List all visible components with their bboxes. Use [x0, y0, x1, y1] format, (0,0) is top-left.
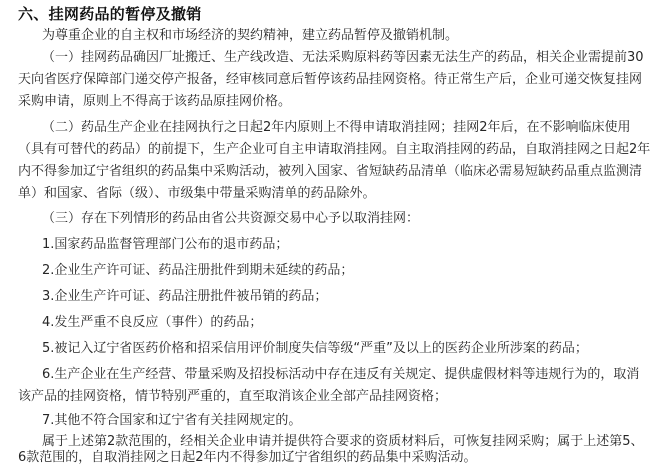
clause-1-line-1: （一）挂网药品确因厂址搬迁、生产线改造、无法采购原料药等因素无法生产的药品，相关企业需提前30	[42, 50, 644, 65]
clause-1-line-2: 天向省医疗保障部门递交停产报备，经审核同意后暂停该药品挂网资格。待正常生产后，企业可递交恢复挂网	[18, 72, 643, 87]
list-item-7: 7.其他不符合国家和辽宁省有关挂网规定的。	[42, 413, 302, 428]
list-item-3: 3.企业生产许可证、药品注册批件被吊销的药品；	[42, 289, 328, 304]
closing-line-2: 6款范围的，自取消挂网之日起2年内不得参加辽宁省组织的药品集中采购活动。	[18, 450, 477, 465]
list-item-2: 2.企业生产许可证、药品注册批件到期未延续的药品；	[42, 263, 354, 278]
list-item-4: 4.发生严重不良反应（事件）的药品；	[42, 315, 263, 330]
list-item-5: 5.被记入辽宁省医药价格和招采信用评价制度失信等级“严重”及以上的医药企业所涉案的药品；	[42, 341, 588, 356]
clause-1-line-3: 采购申请，原则上不得高于该药品原挂网价格。	[18, 94, 292, 109]
clause-2-line-3: 内不得参加辽宁省组织的药品集中采购活动，被列入国家、省短缺药品清单（临床必需易短缺药品重点监测清	[18, 164, 643, 179]
list-item-1: 1.国家药品监督管理部门公布的退市药品；	[42, 237, 289, 252]
list-item-6-line-1: 6.生产企业在生产经营、带量采购及招投标活动中存在违反有关规定、提供虚假材料等违规行为的，取消	[42, 367, 640, 382]
intro-paragraph: 为尊重企业的自主权和市场经济的契约精神，建立药品暂停及撤销机制。	[42, 28, 459, 43]
clause-2-line-4: 单）和国家、省际（级）、市级集中带量采购清单的药品除外。	[18, 186, 376, 201]
clause-3-intro: （三）存在下列情形的药品由省公共资源交易中心予以取消挂网：	[42, 211, 420, 226]
section-heading: 六、挂网药品的暂停及撤销	[18, 5, 202, 23]
list-item-6-line-2: 该产品的挂网资格，情节特别严重的，直至取消该企业全部产品挂网资格；	[18, 389, 448, 404]
closing-line-1: 属于上述第2款范围的，经相关企业申请并提供符合要求的资质材料后，可恢复挂网采购；属于上述第5、	[42, 434, 644, 449]
clause-2-line-1: （二）药品生产企业在挂网执行之日起2年内原则上不得申请取消挂网；挂网2年后，在不影响临床使用	[42, 120, 631, 135]
clause-2-line-2: （具有可替代的药品）的前提下，生产企业可自主申请取消挂网。自主取消挂网的药品，自取消挂网之日起2年	[18, 142, 651, 157]
